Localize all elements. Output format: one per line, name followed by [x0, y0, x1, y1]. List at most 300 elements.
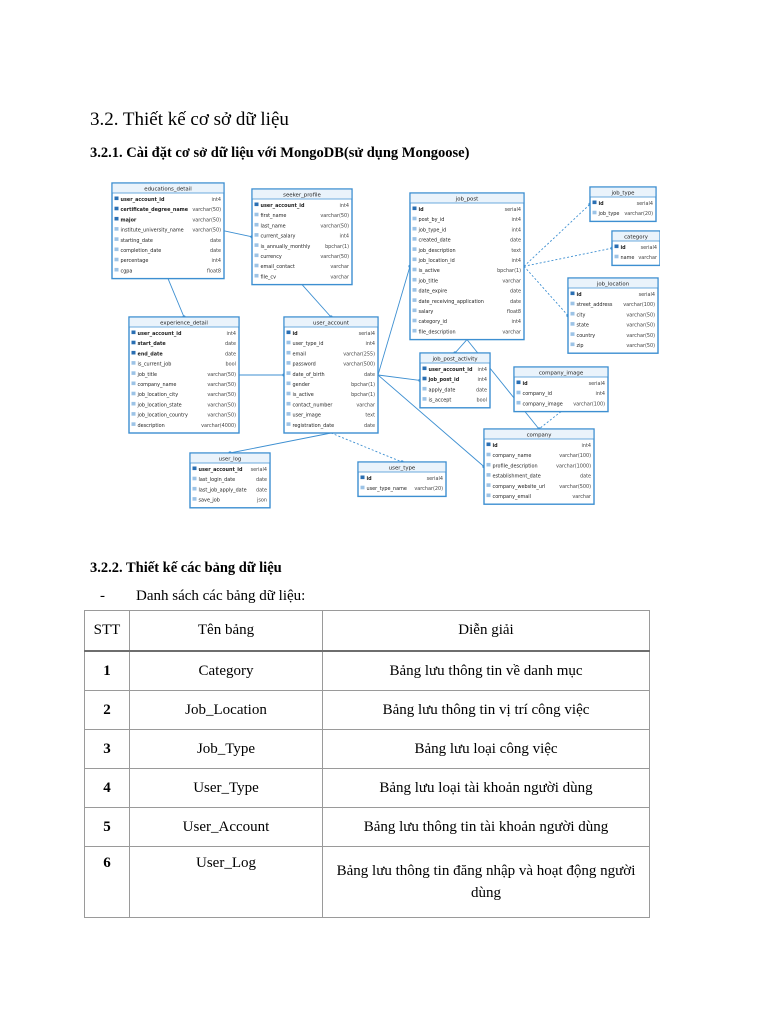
- key-icon: [571, 292, 575, 296]
- column-icon: [413, 237, 417, 241]
- key-icon: [615, 245, 619, 249]
- field-type: int4: [211, 258, 221, 265]
- relation-job-post-job-location: [524, 266, 568, 315]
- key-icon: [255, 203, 259, 207]
- column-icon: [487, 473, 491, 477]
- field-name: gender: [292, 382, 310, 388]
- field-name: company_image: [522, 401, 563, 408]
- column-icon: [413, 258, 417, 262]
- field-name: job_title: [137, 371, 157, 378]
- row-stt: 1: [85, 651, 130, 691]
- field-type: serial4: [504, 207, 521, 213]
- field-type: varchar(255): [343, 351, 375, 358]
- field-type: bpchar(1): [351, 382, 375, 388]
- field-type: serial4: [426, 476, 443, 482]
- field-name: job_location_state: [137, 402, 182, 409]
- field-type: date: [224, 351, 236, 358]
- relation-company-image-company: [539, 412, 561, 429]
- entity-title: user_account: [313, 320, 349, 327]
- bullet-marker: -: [100, 588, 105, 604]
- row-stt: 3: [85, 730, 130, 769]
- field-type: varchar(50): [192, 227, 221, 234]
- field-type: date: [579, 473, 591, 480]
- relation-user-account-job-post: [378, 266, 410, 375]
- field-type: varchar: [356, 402, 375, 409]
- relation-user-account-job-post-activity: [378, 375, 420, 380]
- field-type: varchar(50): [207, 382, 236, 388]
- entity-title: company: [526, 432, 552, 439]
- column-icon: [132, 361, 136, 365]
- column-icon: [115, 258, 119, 262]
- field-type: varchar: [330, 274, 349, 281]
- field-name: file_description: [418, 329, 456, 336]
- column-icon: [287, 392, 291, 396]
- field-type: date: [475, 387, 487, 394]
- field-name: date_expire: [418, 288, 448, 295]
- field-name: is_current_job: [137, 361, 172, 368]
- row-desc: Bảng lưu thông tin tài khoản người dùng: [323, 808, 650, 847]
- field-name: profile_description: [492, 463, 538, 470]
- column-icon: [423, 397, 427, 401]
- entity-title: user_log: [218, 456, 242, 463]
- field-type: int4: [511, 319, 521, 326]
- entity-title: experience_detail: [160, 320, 208, 327]
- field-name: user_image: [292, 412, 321, 419]
- key-icon: [593, 201, 597, 205]
- key-icon: [132, 341, 136, 345]
- field-type: serial4: [636, 201, 653, 207]
- field-type: int4: [511, 227, 521, 234]
- field-type: varchar(1000): [556, 463, 591, 470]
- entity-user-log: [190, 453, 270, 508]
- field-name: id: [492, 443, 498, 449]
- field-type: bool: [225, 361, 236, 368]
- column-icon: [413, 298, 417, 302]
- entity-seeker-profile: [252, 189, 352, 285]
- entity-title: user_type: [388, 465, 416, 472]
- entity-title: educations_detail: [144, 186, 192, 193]
- relation-job-post-job-type: [524, 204, 590, 266]
- field-type: varchar: [502, 329, 521, 336]
- field-name: city: [576, 312, 586, 319]
- field-name: last_name: [260, 223, 286, 230]
- table-header-row: [85, 611, 650, 652]
- column-icon: [413, 217, 417, 221]
- field-type: varchar(50): [207, 371, 236, 378]
- field-type: bpchar(1): [351, 392, 375, 399]
- column-icon: [413, 278, 417, 282]
- field-type: serial4: [250, 467, 267, 473]
- entity-title: category: [624, 234, 648, 241]
- key-icon: [423, 377, 427, 381]
- column-icon: [132, 371, 136, 375]
- field-name: company_name: [492, 453, 532, 460]
- column-icon: [571, 302, 575, 306]
- field-type: varchar(50): [320, 223, 349, 230]
- bullet-text: Danh sách các bảng dữ liệu:: [136, 588, 306, 604]
- row-desc: Bảng lưu loại tài khoản người dùng: [323, 769, 650, 808]
- field-type: varchar: [638, 255, 657, 262]
- field-type: int4: [339, 233, 349, 240]
- field-type: varchar(50): [192, 217, 221, 224]
- field-name: establishment_date: [492, 473, 541, 480]
- row-desc: Bảng lưu thông tin đăng nhập và hoạt động người dùng: [323, 847, 650, 918]
- field-type: varchar(50): [320, 254, 349, 260]
- field-name: email_contact: [260, 264, 295, 271]
- field-name: current_salary: [260, 233, 296, 240]
- column-icon: [115, 237, 119, 241]
- field-name: id: [292, 331, 298, 337]
- field-type: varchar: [330, 264, 349, 271]
- field-name: id: [366, 476, 372, 482]
- table-row: [85, 651, 650, 691]
- field-type: int4: [211, 197, 221, 203]
- table-row: [85, 769, 650, 808]
- entity-category: [612, 231, 660, 265]
- field-name: description: [137, 422, 165, 429]
- field-type: bpchar(1): [497, 268, 521, 275]
- column-icon: [287, 351, 291, 355]
- field-type: varchar(100): [559, 453, 591, 460]
- field-type: text: [365, 412, 375, 419]
- field-name: email: [292, 351, 306, 358]
- field-type: varchar(50): [207, 392, 236, 399]
- field-name: percentage: [120, 258, 149, 265]
- field-name: job_post_id: [428, 377, 460, 384]
- field-name: name: [620, 255, 635, 262]
- entity-experience-detail: [129, 317, 239, 433]
- field-name: is_active: [292, 392, 314, 399]
- column-icon: [132, 402, 136, 406]
- key-icon: [193, 467, 197, 471]
- field-type: varchar(4000): [201, 422, 236, 429]
- field-type: date: [255, 487, 267, 494]
- field-name: job_type: [598, 211, 620, 218]
- field-type: varchar(500): [343, 361, 375, 368]
- field-type: date: [509, 237, 521, 244]
- field-name: starting_date: [120, 237, 153, 244]
- table-row: [85, 691, 650, 730]
- field-type: bool: [476, 397, 487, 404]
- field-name: save_job: [198, 497, 220, 504]
- field-type: int4: [581, 443, 591, 449]
- column-icon: [255, 254, 259, 258]
- column-icon: [287, 412, 291, 416]
- row-stt: 4: [85, 769, 130, 808]
- column-icon: [115, 268, 119, 272]
- field-name: is_accept: [428, 397, 452, 404]
- field-type: varchar: [502, 278, 521, 285]
- relation-educations-detail-experience-detail: [168, 279, 184, 317]
- field-name: institute_university_name: [120, 227, 184, 234]
- field-type: date: [509, 288, 521, 295]
- column-icon: [255, 213, 259, 217]
- column-icon: [255, 223, 259, 227]
- header-table-name: Tên bảng: [130, 611, 323, 652]
- field-name: major: [120, 217, 137, 224]
- table-row: [85, 730, 650, 769]
- field-name: company_name: [137, 382, 177, 388]
- column-icon: [255, 233, 259, 237]
- column-icon: [132, 382, 136, 386]
- header-stt: STT: [85, 611, 130, 652]
- column-icon: [255, 264, 259, 268]
- field-name: job_location_id: [418, 258, 455, 264]
- column-icon: [413, 247, 417, 251]
- column-icon: [413, 227, 417, 231]
- field-name: date_receiving_application: [418, 298, 484, 305]
- field-name: is_annually_monthly: [260, 243, 311, 250]
- row-stt: 2: [85, 691, 130, 730]
- row-desc: Bảng lưu thông tin về danh mục: [323, 651, 650, 691]
- field-type: varchar(100): [623, 302, 655, 309]
- field-name: user_account_id: [198, 467, 243, 473]
- column-icon: [413, 268, 417, 272]
- key-icon: [115, 217, 119, 221]
- entity-user-type: [358, 462, 446, 496]
- relation-job-post-category: [524, 248, 612, 266]
- field-name: job_type_id: [418, 227, 447, 234]
- field-type: date: [363, 371, 375, 378]
- field-name: cgpa: [120, 268, 133, 275]
- field-type: int4: [511, 258, 521, 264]
- relation-user-account-user-log: [230, 433, 331, 453]
- field-type: date: [363, 422, 375, 429]
- column-icon: [193, 497, 197, 501]
- column-icon: [487, 483, 491, 487]
- field-type: varchar(50): [626, 312, 655, 319]
- entity-title: job_location: [596, 281, 630, 288]
- field-name: end_date: [137, 351, 163, 358]
- column-icon: [615, 255, 619, 259]
- field-name: salary: [418, 309, 434, 315]
- row-name: User_Account: [130, 808, 323, 847]
- entity-job-post: [410, 193, 524, 340]
- subsection-table-design: 3.2.2. Thiết kế các bảng dữ liệu: [90, 560, 282, 576]
- entity-job-type: [590, 187, 656, 221]
- entity-company-image: [514, 367, 608, 412]
- field-name: user_type_id: [292, 341, 324, 348]
- column-icon: [132, 392, 136, 396]
- entity-educations-detail: [112, 183, 224, 279]
- column-icon: [287, 371, 291, 375]
- field-type: float8: [506, 309, 521, 315]
- column-icon: [413, 329, 417, 333]
- entity-title: job_type: [611, 190, 635, 197]
- relation-educations-detail-seeker-profile: [224, 231, 252, 237]
- field-type: int4: [595, 391, 605, 398]
- relation-job-post-job-post-activity: [455, 340, 467, 353]
- field-name: country: [576, 332, 596, 339]
- field-name: registration_date: [292, 422, 335, 429]
- field-name: file_cv: [260, 274, 276, 281]
- relation-seeker-profile-user-account: [302, 285, 331, 317]
- column-icon: [255, 274, 259, 278]
- field-name: id: [620, 245, 626, 251]
- column-icon: [287, 402, 291, 406]
- field-name: user_account_id: [428, 367, 473, 373]
- entity-user-account: [284, 317, 378, 433]
- field-type: bpchar(1): [325, 243, 349, 250]
- column-icon: [487, 463, 491, 467]
- row-name: Category: [130, 651, 323, 691]
- field-type: date: [255, 477, 267, 484]
- field-name: user_account_id: [137, 331, 182, 337]
- field-type: int4: [339, 203, 349, 209]
- field-name: state: [576, 322, 589, 329]
- field-type: varchar(20): [624, 211, 653, 218]
- field-name: currency: [260, 254, 282, 260]
- field-type: int4: [477, 377, 487, 384]
- field-name: id: [418, 207, 424, 213]
- field-name: street_address: [576, 302, 613, 309]
- field-type: varchar(50): [320, 213, 349, 220]
- column-icon: [255, 243, 259, 247]
- table-row: [85, 847, 650, 918]
- field-name: last_job_apply_date: [198, 487, 247, 494]
- field-name: first_name: [260, 213, 287, 220]
- field-type: float8: [206, 268, 221, 275]
- field-name: user_account_id: [120, 197, 165, 203]
- field-name: id: [576, 292, 582, 298]
- row-name: Job_Location: [130, 691, 323, 730]
- column-icon: [571, 322, 575, 326]
- field-name: last_login_date: [198, 477, 236, 484]
- field-name: completion_date: [120, 248, 162, 254]
- field-type: date: [209, 237, 221, 244]
- column-icon: [132, 422, 136, 426]
- field-name: zip: [576, 343, 584, 349]
- field-type: varchar(100): [573, 401, 605, 408]
- column-icon: [593, 211, 597, 215]
- column-icon: [423, 387, 427, 391]
- field-type: varchar(50): [626, 332, 655, 339]
- entity-job-location: [568, 278, 658, 353]
- field-name: company_website_url: [492, 483, 546, 490]
- field-name: contact_number: [292, 402, 333, 409]
- header-description: Diễn giải: [323, 611, 650, 652]
- field-name: user_account_id: [260, 203, 305, 209]
- row-desc: Bảng lưu thông tin vị trí công việc: [323, 691, 650, 730]
- field-type: date: [509, 298, 521, 305]
- field-type: serial4: [638, 292, 655, 298]
- row-name: User_Type: [130, 769, 323, 808]
- column-icon: [571, 312, 575, 316]
- key-icon: [115, 197, 119, 201]
- field-name: job_title: [418, 278, 438, 285]
- entity-title: company_image: [538, 370, 584, 377]
- entity-title: job_post: [455, 196, 479, 203]
- field-name: company_id: [522, 391, 552, 398]
- subsection-mongodb: 3.2.1. Cài đặt cơ sở dữ liệu với MongoDB(sử dụng Mongoose): [90, 145, 470, 161]
- column-icon: [115, 248, 119, 252]
- entity-job-post-activity: [420, 353, 490, 408]
- column-icon: [132, 412, 136, 416]
- field-name: start_date: [137, 341, 166, 348]
- column-icon: [287, 361, 291, 365]
- field-type: varchar(20): [414, 486, 443, 493]
- entity-title: job_post_activity: [432, 356, 478, 363]
- field-type: int4: [477, 367, 487, 373]
- field-name: created_date: [418, 237, 451, 244]
- field-name: apply_date: [428, 387, 456, 394]
- key-icon: [132, 331, 136, 335]
- field-type: json: [257, 497, 267, 504]
- entity-company: [484, 429, 594, 504]
- column-icon: [413, 288, 417, 292]
- column-icon: [517, 391, 521, 395]
- entity-box: [410, 193, 524, 340]
- entity-title: seeker_profile: [283, 192, 321, 199]
- field-name: job_location_city: [137, 392, 179, 399]
- column-icon: [413, 309, 417, 313]
- row-stt: 6: [85, 847, 130, 918]
- field-type: date: [209, 248, 221, 254]
- column-icon: [413, 319, 417, 323]
- column-icon: [517, 401, 521, 405]
- field-name: date_of_birth: [292, 371, 325, 378]
- key-icon: [487, 443, 491, 447]
- field-type: varchar(50): [626, 322, 655, 329]
- field-type: serial4: [358, 331, 375, 337]
- section-heading: 3.2. Thiết kế cơ sở dữ liệu: [90, 109, 289, 130]
- field-name: job_location_country: [137, 412, 188, 419]
- field-name: certificate_degree_name: [120, 207, 189, 214]
- column-icon: [287, 382, 291, 386]
- erd-diagram: [100, 175, 660, 515]
- field-type: varchar(50): [207, 402, 236, 409]
- column-icon: [193, 487, 197, 491]
- field-name: user_type_name: [366, 486, 407, 493]
- field-type: int4: [365, 341, 375, 348]
- field-type: varchar: [572, 494, 591, 500]
- row-name: User_Log: [130, 847, 323, 918]
- row-stt: 5: [85, 808, 130, 847]
- field-type: int4: [511, 217, 521, 224]
- key-icon: [361, 476, 365, 480]
- column-icon: [571, 332, 575, 336]
- column-icon: [487, 494, 491, 498]
- row-name: Job_Type: [130, 730, 323, 769]
- field-type: varchar(50): [626, 343, 655, 349]
- key-icon: [413, 207, 417, 211]
- key-icon: [423, 367, 427, 371]
- field-type: serial4: [588, 381, 605, 387]
- tables-list: [84, 610, 650, 918]
- key-icon: [287, 331, 291, 335]
- column-icon: [287, 341, 291, 345]
- column-icon: [287, 422, 291, 426]
- field-type: serial4: [640, 245, 657, 251]
- column-icon: [193, 477, 197, 481]
- field-name: is_active: [418, 268, 440, 275]
- field-type: varchar(500): [559, 483, 591, 490]
- field-name: company_email: [492, 494, 531, 500]
- relation-user-account-user-type: [331, 433, 402, 462]
- field-name: job_description: [418, 247, 456, 254]
- column-icon: [571, 343, 575, 347]
- key-icon: [132, 351, 136, 355]
- field-name: category_id: [418, 319, 448, 326]
- field-name: password: [292, 361, 316, 368]
- table-row: [85, 808, 650, 847]
- field-name: post_by_id: [418, 217, 445, 224]
- field-type: text: [511, 247, 521, 254]
- field-name: id: [522, 381, 528, 387]
- field-type: varchar(50): [192, 207, 221, 214]
- field-name: id: [598, 201, 604, 207]
- key-icon: [115, 207, 119, 211]
